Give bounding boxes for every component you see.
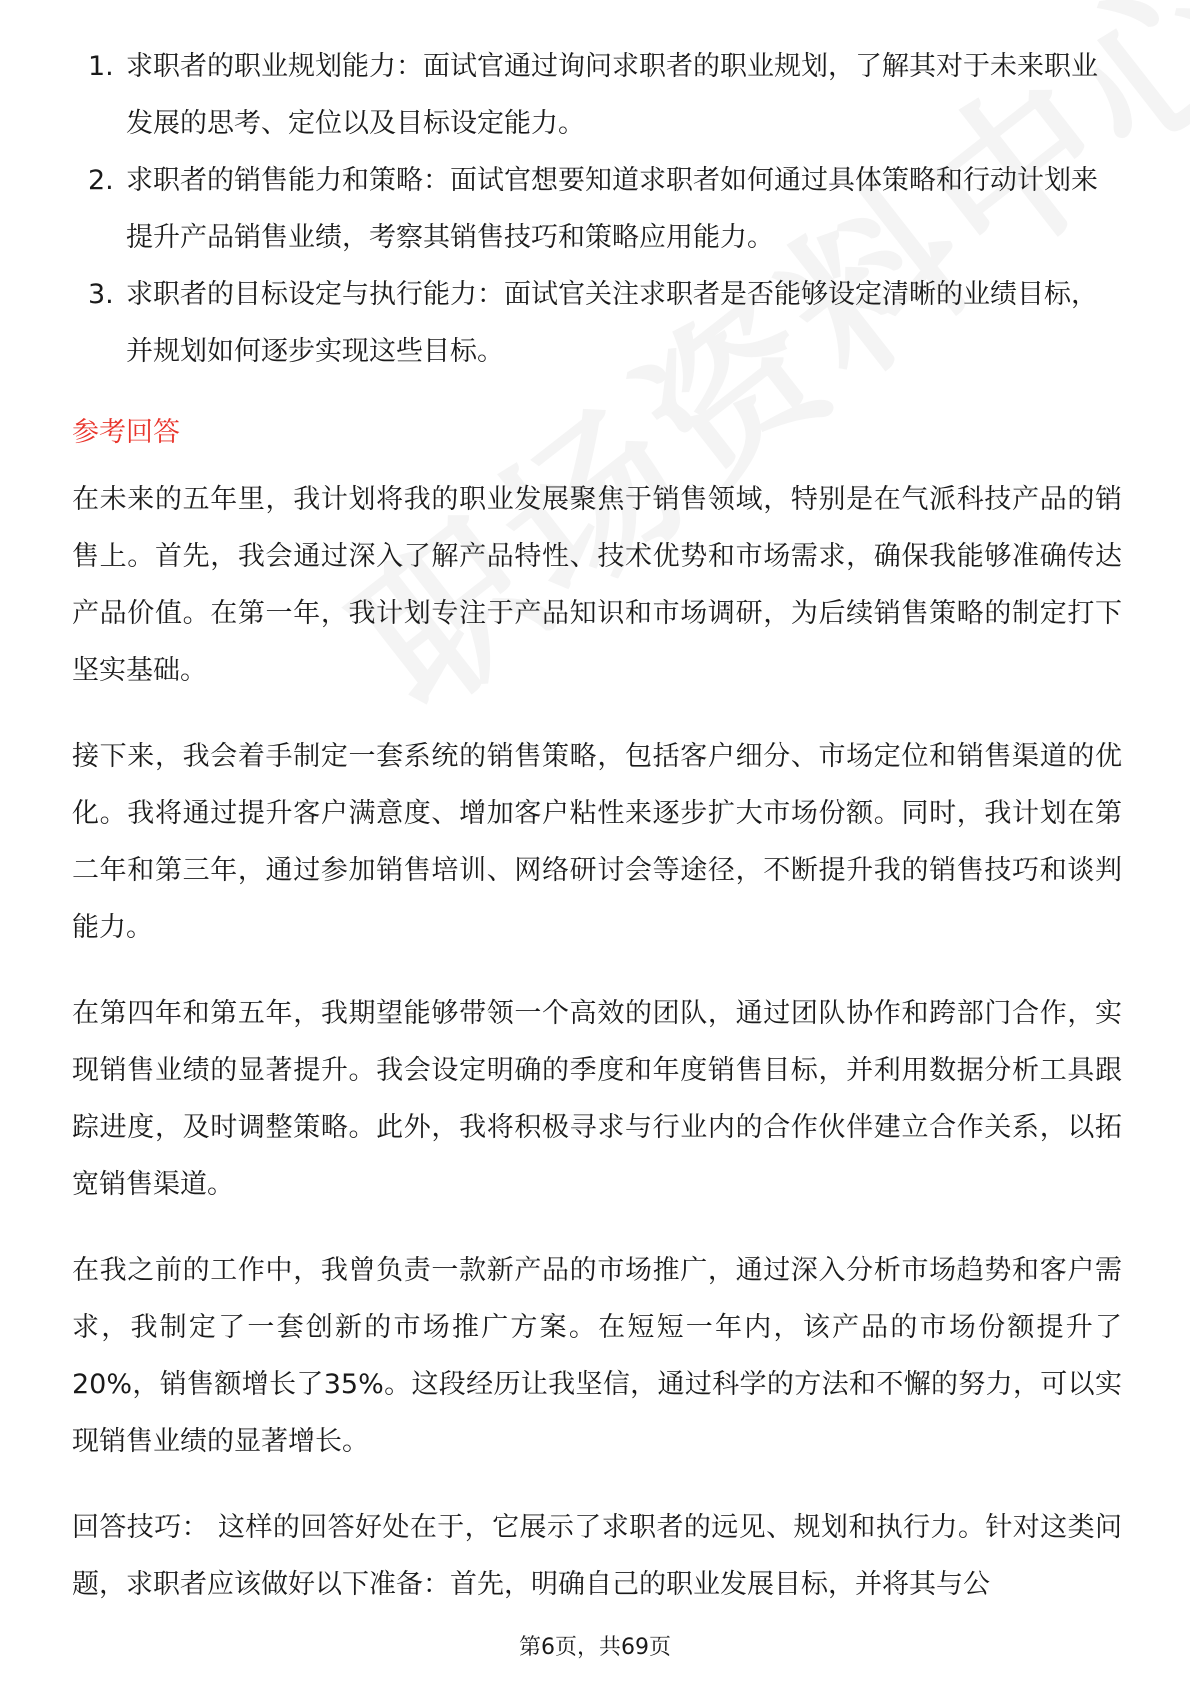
answer-paragraph: 在未来的五年里，我计划将我的职业发展聚焦于销售领域，特别是在气派科技产品的销售上。首先，我会通过深入了解产品特性、技术优势和市场需求，确保我能够准确传达产品价值。在第一年，我计划专注于产品知识和市场调研，为后续销售策略的制定打下坚实基础。 [72,484,1122,686]
list-number: 3. [88,279,114,310]
focus-points-list [72,38,1122,380]
list-text: 求职者的职业规划能力：面试官通过询问求职者的职业规划，了解其对于未来职业发展的思考、定位以及目标设定能力。 [126,51,1098,139]
section-title: 参考回答 [72,417,180,448]
list-item [72,266,1122,380]
page-content [72,38,1122,1613]
list-text: 求职者的销售能力和策略：面试官想要知道求职者如何通过具体策略和行动计划来提升产品销售业绩，考察其销售技巧和策略应用能力。 [126,165,1098,253]
answer-paragraph: 接下来，我会着手制定一套系统的销售策略，包括客户细分、市场定位和销售渠道的优化。我将通过提升客户满意度、增加客户粘性来逐步扩大市场份额。同时，我计划在第二年和第三年，通过参加销售培训、网络研讨会等途径，不断提升我的销售技巧和谈判能力。 [72,741,1122,943]
list-text: 求职者的目标设定与执行能力：面试官关注求职者是否能够设定清晰的业绩目标，并规划如何逐步实现这些目标。 [126,279,1098,367]
answer-paragraph: 在第四年和第五年，我期望能够带领一个高效的团队，通过团队协作和跨部门合作，实现销售业绩的显著提升。我会设定明确的季度和年度销售目标，并利用数据分析工具跟踪进度，及时调整策略。此外，我将积极寻求与行业内的合作伙伴建立合作关系，以拓宽销售渠道。 [72,998,1122,1200]
answer-paragraph: 在我之前的工作中，我曾负责一款新产品的市场推广，通过深入分析市场趋势和客户需求，我制定了一套创新的市场推广方案。在短短一年内，该产品的市场份额提升了20%，销售额增长了35%。这段经历让我坚信，通过科学的方法和不懈的努力，可以实现销售业绩的显著增长。 [72,1255,1122,1457]
list-item [72,152,1122,266]
tips-paragraph: 回答技巧： 这样的回答好处在于，它展示了求职者的远见、规划和执行力。针对这类问题，求职者应该做好以下准备：首先，明确自己的职业发展目标，并将其与公 [72,1512,1122,1600]
list-number: 1. [88,51,114,82]
page-number: 第6页，共69页 [519,1635,671,1660]
list-item [72,38,1122,152]
list-number: 2. [88,165,114,196]
